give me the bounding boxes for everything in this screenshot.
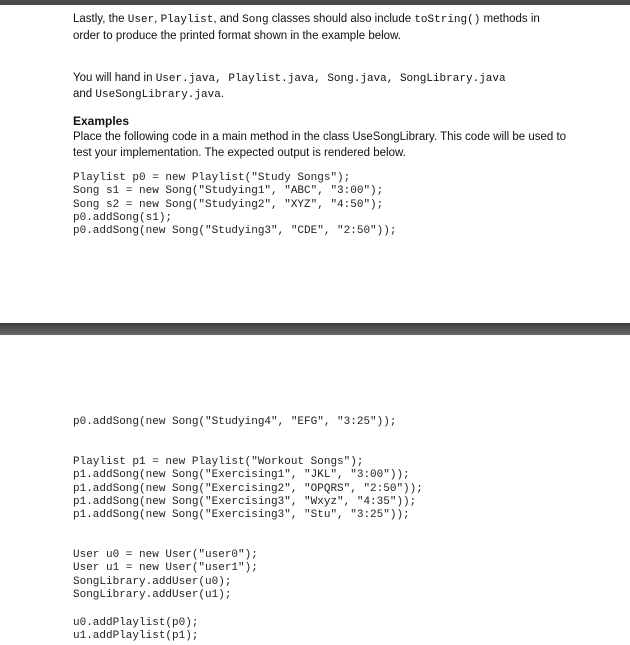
code-line: User u0 = new User("user0"); (73, 549, 258, 561)
code-line: Playlist p0 = new Playlist("Study Songs"); (73, 172, 351, 184)
code-line: p1.addSong(new Song("Exercising3", "Stu", "3:25")); (73, 509, 410, 522)
code-block-3 (73, 456, 423, 522)
code-line: p0.addSong(s1); (73, 211, 173, 224)
tostring-paragraph-line2: order to produce the printed format shown in the example below. (73, 30, 401, 42)
code-line: p1.addSong(new Song("Exercising3", "Wxyz", "4:35")); (73, 495, 417, 508)
code-block-4 (73, 549, 258, 602)
examples-heading: Examples (73, 114, 130, 128)
examples-text-line1: Place the following code in a main method in the class UseSongLibrary. This code will be used to (73, 131, 567, 143)
code-line: SongLibrary.addUser(u0); (73, 575, 232, 588)
tostring-paragraph-line1: Lastly, the User, Playlist, and Song classes should also include toString() methods in (73, 13, 540, 26)
code-line: Song s1 = new Song("Studying1", "ABC", "3:00"); (73, 185, 384, 198)
page-break-divider (0, 323, 630, 335)
examples-text-line2: test your implementation. The expected output is rendered below. (73, 147, 406, 159)
handin-paragraph-line2: and UseSongLibrary.java. (73, 88, 225, 101)
code-line: Song s2 = new Song("Studying2", "XYZ", "4:50"); (73, 198, 384, 211)
code-line: SongLibrary.addUser(u1); (73, 588, 232, 601)
code-line: p1.addSong(new Song("Exercising1", "JKL", "3:00")); (73, 469, 410, 482)
code-block-5 (73, 617, 198, 644)
handin-paragraph-line1: You will hand in User.java, Playlist.java, Song.java, SongLibrary.java (73, 72, 506, 85)
code-line: u0.addPlaylist(p0); (73, 617, 199, 629)
code-line: Playlist p1 = new Playlist("Workout Songs"); (73, 456, 364, 468)
code-block-2 (73, 416, 396, 429)
code-line: p0.addSong(new Song("Studying4", "EFG", "3:25")); (73, 416, 397, 428)
code-line: u1.addPlaylist(p1); (73, 630, 199, 643)
code-line: User u1 = new User("user1"); (73, 562, 258, 575)
code-block-1 (73, 172, 396, 238)
page-top-border (0, 0, 630, 5)
code-line: p0.addSong(new Song("Studying3", "CDE", "2:50")); (73, 225, 397, 238)
code-line: p1.addSong(new Song("Exercising2", "OPQRS", "2:50")); (73, 482, 423, 495)
